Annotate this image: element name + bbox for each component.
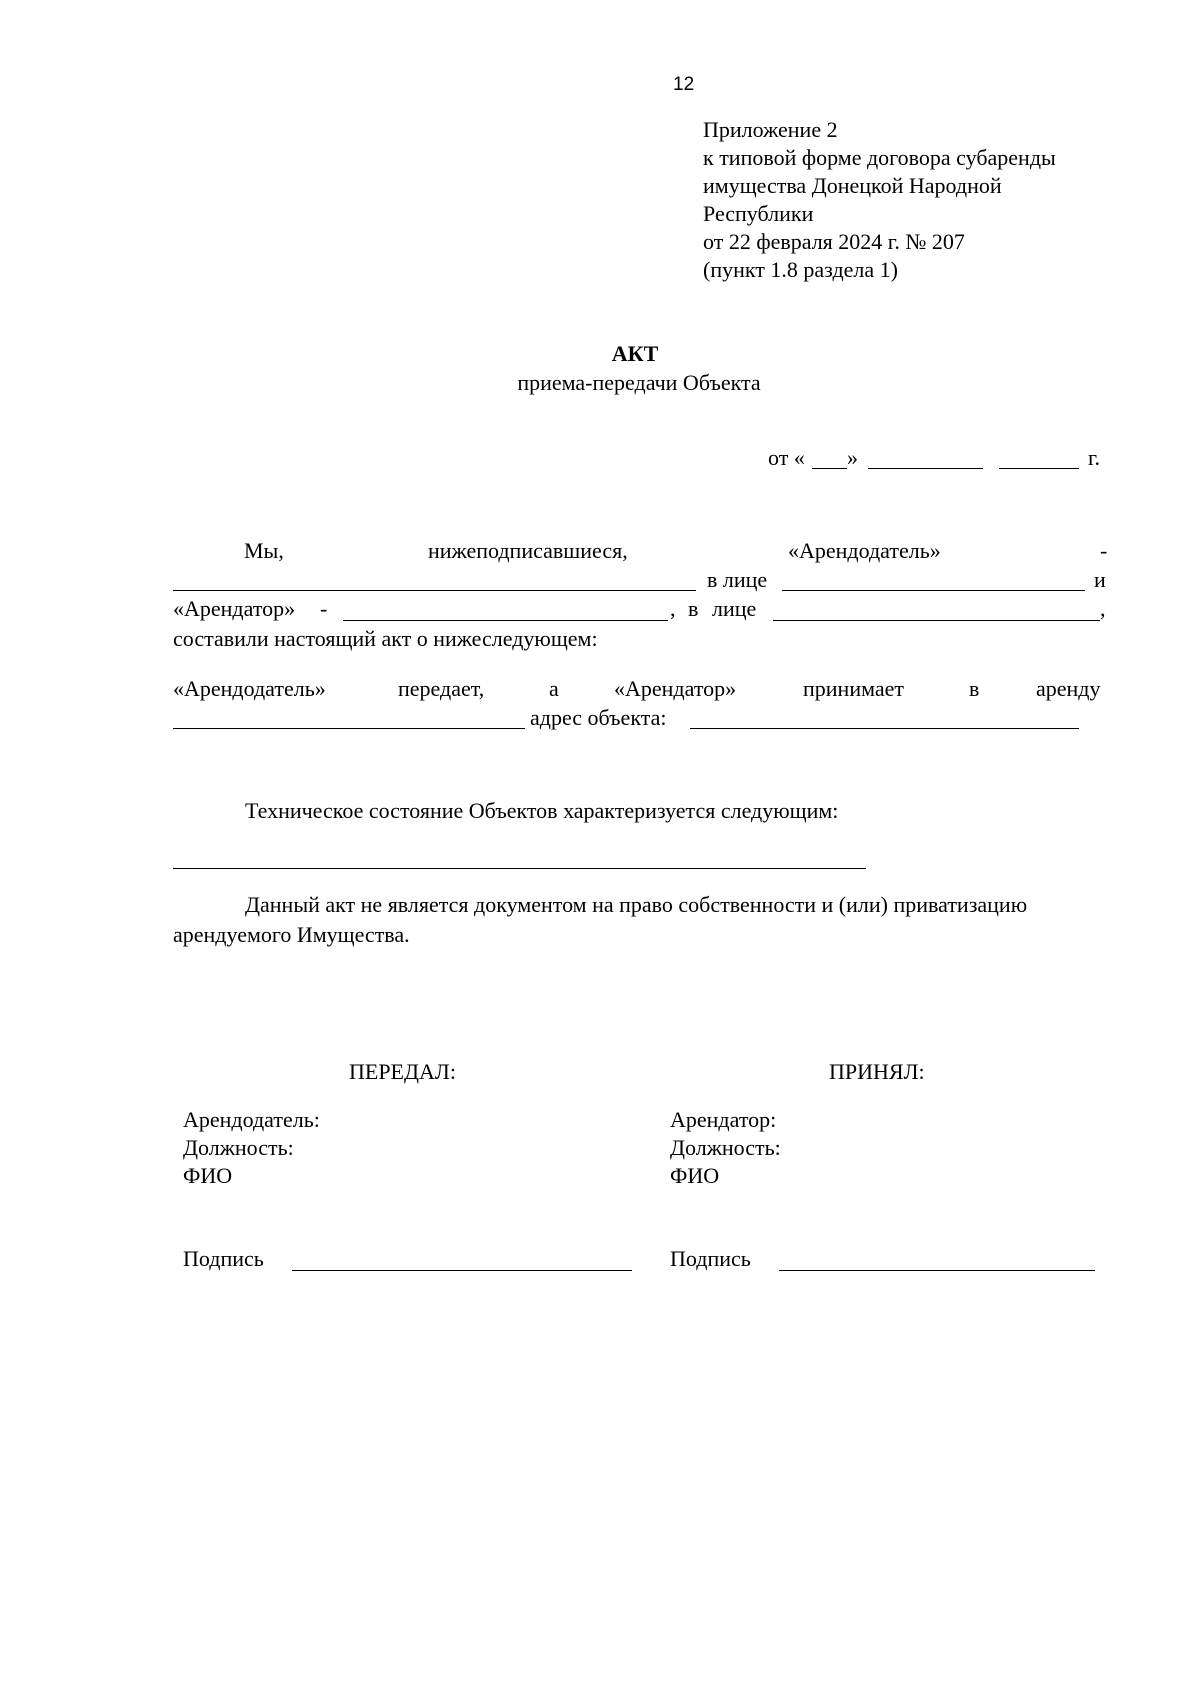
address-blank[interactable] bbox=[690, 728, 1079, 729]
annex-block bbox=[703, 116, 1056, 284]
p1-word: нижеподписавшиеся, bbox=[428, 538, 628, 563]
p1-word: Мы, bbox=[244, 538, 284, 563]
date-prefix: от « bbox=[768, 445, 805, 470]
annex-line: к типовой форме договора субаренды bbox=[703, 145, 1056, 170]
landlord-name-blank[interactable] bbox=[173, 590, 696, 591]
p1-word: «Арендодатель» bbox=[788, 538, 941, 563]
p2-word: в bbox=[969, 676, 980, 701]
right-sign-signature-label: Подпись bbox=[670, 1246, 751, 1271]
p1-and: и bbox=[1094, 567, 1106, 592]
document-subtitle: приема-передачи Объекта bbox=[517, 370, 761, 395]
object-blank[interactable] bbox=[173, 728, 525, 729]
tech-state-blank[interactable] bbox=[173, 868, 866, 869]
tenant-name-blank[interactable] bbox=[343, 620, 668, 621]
annex-line: имущества Донецкой Народной bbox=[703, 173, 1002, 198]
annex-line: от 22 февраля 2024 г. № 207 bbox=[703, 229, 965, 254]
right-sign-position: Должность: bbox=[670, 1135, 781, 1160]
p1-in-person: в лице bbox=[707, 567, 768, 592]
p1-person: лице bbox=[712, 596, 757, 621]
left-sign-role: Арендодатель: bbox=[183, 1107, 320, 1132]
date-suffix: г. bbox=[1088, 445, 1101, 470]
p1-word: - bbox=[1100, 538, 1108, 563]
p1-tenant: «Арендатор» bbox=[173, 596, 296, 621]
annex-line: (пункт 1.8 раздела 1) bbox=[703, 257, 898, 282]
p1-last-line: составили настоящий акт о нижеследующем: bbox=[173, 626, 598, 651]
left-sign-header: ПЕРЕДАЛ: bbox=[349, 1059, 456, 1084]
right-signature-blank[interactable] bbox=[779, 1270, 1095, 1271]
p1-in: в bbox=[688, 596, 699, 621]
p2-word: а bbox=[549, 676, 559, 701]
left-sign-signature-label: Подпись bbox=[183, 1246, 264, 1271]
right-sign-role: Арендатор: bbox=[670, 1107, 777, 1132]
left-sign-position: Должность: bbox=[183, 1135, 294, 1160]
date-month-blank[interactable] bbox=[868, 468, 983, 469]
address-label: адрес объекта: bbox=[530, 705, 667, 730]
left-signature-blank[interactable] bbox=[292, 1270, 632, 1271]
date-quote-close: » bbox=[847, 445, 858, 470]
p1-comma: , bbox=[670, 596, 676, 621]
left-sign-fio: ФИО bbox=[183, 1163, 233, 1188]
document-title: АКТ bbox=[611, 341, 659, 366]
page-number: 12 bbox=[673, 74, 695, 95]
annex-line: Республики bbox=[703, 201, 814, 226]
tech-state-text: Техническое состояние Объектов характеризуется следующим: bbox=[245, 798, 839, 823]
date-day-blank[interactable] bbox=[812, 468, 847, 469]
landlord-representative-blank[interactable] bbox=[782, 590, 1085, 591]
p2-word: принимает bbox=[803, 676, 905, 701]
p2-word: аренду bbox=[1036, 676, 1101, 701]
disclaimer-line: арендуемого Имущества. bbox=[173, 922, 410, 947]
right-sign-fio: ФИО bbox=[670, 1163, 720, 1188]
p1-comma-end: , bbox=[1100, 596, 1106, 621]
tenant-representative-blank[interactable] bbox=[773, 620, 1100, 621]
disclaimer-line: Данный акт не является документом на право собственности и (или) приватизацию bbox=[245, 892, 1028, 917]
right-sign-header: ПРИНЯЛ: bbox=[829, 1059, 925, 1084]
p1-dash: - bbox=[320, 596, 328, 621]
annex-line: Приложение 2 bbox=[703, 117, 838, 142]
p2-word: «Арендатор» bbox=[614, 676, 737, 701]
p2-word: передает, bbox=[398, 676, 485, 701]
date-year-blank[interactable] bbox=[999, 468, 1079, 469]
p2-word: «Арендодатель» bbox=[173, 676, 326, 701]
